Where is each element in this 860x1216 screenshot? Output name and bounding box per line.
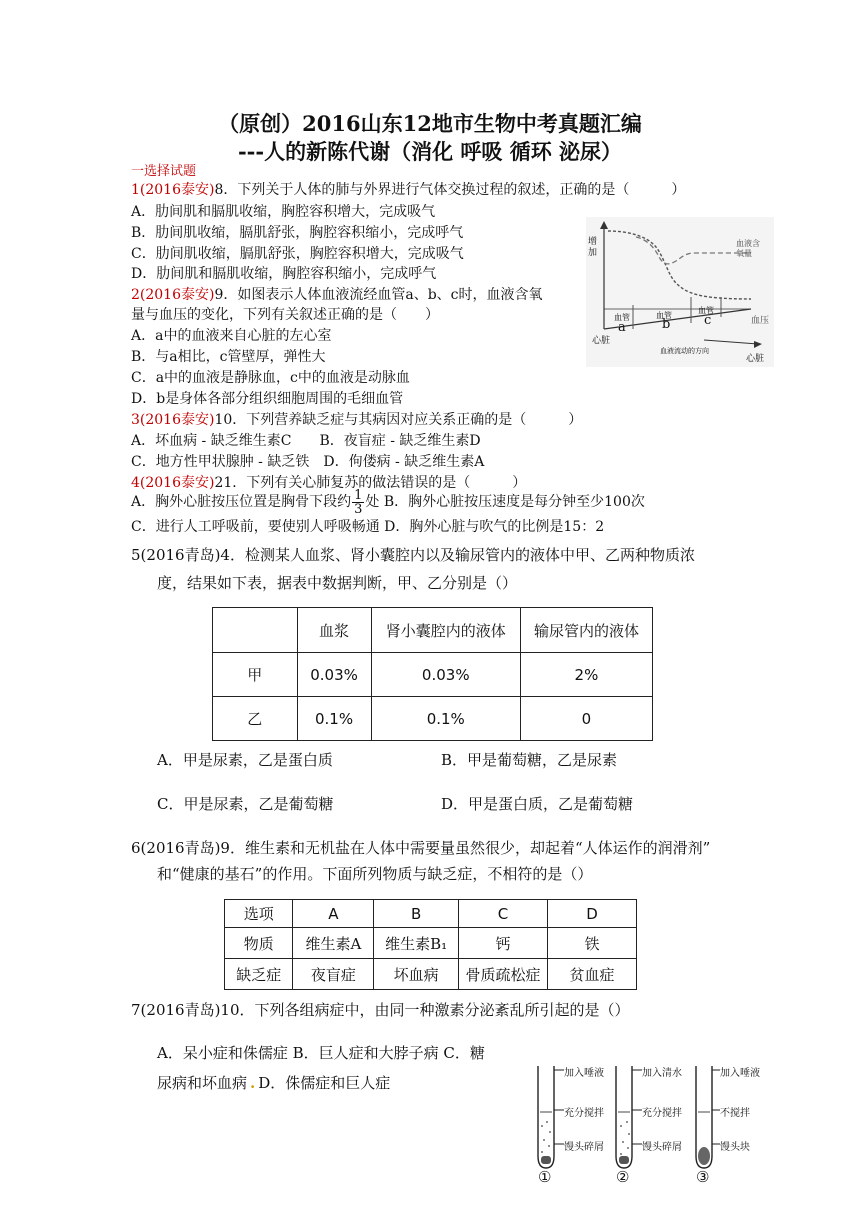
- table-cell: 选项: [225, 900, 293, 928]
- heart-left-label: 心脏: [592, 336, 611, 346]
- table-cell: D: [548, 900, 637, 928]
- table-row: [225, 900, 637, 928]
- question-5-stem-cont: 度，结果如下表，据表中数据判断，甲、乙分别是（）: [157, 574, 518, 592]
- oxygen-curve-label: 血液含氧量: [736, 239, 760, 258]
- table-cell: 0.1%: [371, 697, 520, 741]
- table-cell: 骨质疏松症: [459, 959, 548, 990]
- question-5-table: [212, 607, 653, 741]
- vessel-b-letter: b: [662, 317, 671, 332]
- table-cell: 铁: [548, 928, 637, 959]
- question-3-options-ab: A．坏血病 - 缺乏维生素C B．夜盲症 - 缺乏维生素D: [131, 433, 481, 449]
- question-6-stem-cont: 和“健康的基石”的作用。下面所列物质与缺乏症，不相符的是（）: [157, 865, 593, 883]
- table-cell: 夜盲症: [293, 959, 374, 990]
- table-cell: 物质: [225, 928, 293, 959]
- question-1-option-b: B．肋间肌收缩，膈肌舒张，胸腔容积缩小，完成呼气: [131, 225, 464, 241]
- question-7-stem: 7(2016青岛)10．下列各组病症中，由同一种激素分泌紊乱所引起的是（）: [131, 1001, 630, 1019]
- vessel-b-label: 血管: [656, 311, 672, 320]
- question-1-option-d: D．肋间肌和膈肌收缩，胸腔容积缩小，完成呼气: [131, 266, 437, 282]
- question-7-options-line2: 尿病和坏血病 . D．侏儒症和巨人症: [157, 1074, 391, 1092]
- table-cell: C: [459, 900, 548, 928]
- page-subtitle: ---人的新陈代谢（消化 呼吸 循环 泌尿）: [237, 139, 623, 164]
- question-2-option-d: D．b是身体各部分组织细胞周围的毛细血管: [131, 391, 404, 407]
- table-cell: 钙: [459, 928, 548, 959]
- table-cell: 0: [520, 697, 652, 741]
- table-cell: 0.1%: [297, 697, 371, 741]
- table-cell: 维生素B₁: [374, 928, 459, 959]
- question-1-option-c: C．肋间肌收缩，膈肌舒张，胸腔容积增大，完成吸气: [131, 246, 464, 262]
- table-cell: 甲: [213, 653, 298, 697]
- table-cell: 乙: [213, 697, 298, 741]
- table-header-row: [213, 608, 653, 653]
- question-2-tag: 2(2016泰安): [131, 287, 215, 303]
- question-5-option-a: A．甲是尿素，乙是蛋白质: [157, 751, 333, 769]
- table-cell: 坏血病: [374, 959, 459, 990]
- table-cell: A: [293, 900, 374, 928]
- section-heading: 一选择试题: [131, 164, 197, 179]
- question-3-tag: 3(2016泰安): [131, 412, 215, 428]
- table-row: [225, 928, 637, 959]
- test-tubes-diagram: [528, 1060, 768, 1190]
- question-4-options-ab: A．胸外心脏按压位置是胸骨下段约 $\frac{1}{3}$ 处 B．胸外心脏按压速度是每分钟至少100次: [131, 487, 645, 517]
- table-cell: [213, 608, 298, 653]
- question-1-tag: 1(2016泰安): [131, 182, 215, 198]
- question-1-stem: 1(2016泰安)8．下列关于人体的肺与外界进行气体交换过程的叙述，正确的是（ ）: [131, 182, 686, 198]
- pressure-curve-label: 血压: [751, 316, 770, 326]
- table-cell: 缺乏症: [225, 959, 293, 990]
- y-axis-label: 增加: [588, 237, 598, 258]
- question-7-options-line1: A．呆小症和侏儒症 B．巨人症和大脖子病 C．糖: [157, 1044, 485, 1062]
- tube-3-top-label: 加入唾液: [720, 1068, 760, 1079]
- table-row: [213, 697, 653, 741]
- vessel-c-label: 血管: [698, 306, 714, 315]
- tube-3-mid-label: 不搅拌: [720, 1108, 750, 1119]
- test-tube-figure: [528, 1060, 768, 1190]
- question-2-stem-cont: 量与血压的变化，下列有关叙述正确的是（ ）: [131, 307, 439, 323]
- question-2-option-c: C．a中的血液是静脉血，c中的血液是动脉血: [131, 370, 410, 386]
- table-cell: 2%: [520, 653, 652, 697]
- table-cell: 维生素A: [293, 928, 374, 959]
- table-cell: 肾小囊腔内的液体: [371, 608, 520, 653]
- table-cell: B: [374, 900, 459, 928]
- question-4-options-cd: C．进行人工呼吸前，要使别人呼吸畅通 D．胸外心脏与吹气的比例是15：2: [131, 519, 605, 535]
- table-row: [213, 653, 653, 697]
- question-6-table: [224, 899, 637, 990]
- tube-2-number: ②: [616, 1168, 630, 1186]
- table-row: [225, 959, 637, 990]
- vessel-a-letter: a: [618, 320, 626, 335]
- table-cell: 0.03%: [371, 653, 520, 697]
- question-4-stem: 4(2016泰安)21．下列有关心肺复苏的做法错误的是（ ）: [131, 475, 527, 491]
- fraction-one-third: $\frac{1}{3}$: [354, 487, 363, 517]
- question-2-option-b: B．与a相比，c管壁厚，弹性大: [131, 349, 326, 365]
- question-4-tag: 4(2016泰安): [131, 475, 215, 491]
- table-cell: 血浆: [297, 608, 371, 653]
- question-6-stem: 6(2016青岛)9．维生素和无机盐在人体中需要量虽然很少，却起着“人体运作的润滑剂”: [131, 839, 711, 857]
- tube-3-bottom-label: 馒头块: [720, 1142, 750, 1153]
- tube-2-top-label: 加入清水: [642, 1068, 682, 1079]
- tube-1-bottom-label: 馒头碎屑: [564, 1142, 604, 1153]
- flow-direction-label: 血液流动的方向: [660, 347, 709, 355]
- question-3-options-cd: C．地方性甲状腺肿 - 缺乏铁 D．佝偻病 - 缺乏维生素A: [131, 454, 485, 470]
- tube-3-number: ③: [696, 1168, 710, 1186]
- tube-2-mid-label: 充分搅拌: [642, 1108, 682, 1119]
- question-5-option-c: C．甲是尿素，乙是葡萄糖: [157, 795, 334, 813]
- question-5-stem: 5(2016青岛)4．检测某人血浆、肾小囊腔内以及输尿管内的液体中甲、乙两种物质浓: [131, 546, 695, 564]
- question-2-stem: 2(2016泰安)9．如图表示人体血液流经血管a、b、c时，血液含氧: [131, 287, 543, 303]
- vessel-a-label: 血管: [614, 313, 630, 322]
- tube-1-mid-label: 充分搅拌: [564, 1108, 604, 1119]
- blood-oxygen-pressure-figure: [586, 217, 774, 367]
- table-cell: 贫血症: [548, 959, 637, 990]
- tube-1-top-label: 加入唾液: [564, 1068, 604, 1079]
- table-cell: 0.03%: [297, 653, 371, 697]
- question-2-option-a: A．a中的血液来自心脏的左心室: [131, 328, 332, 344]
- table-cell: 输尿管内的液体: [520, 608, 652, 653]
- tube-1-number: ①: [538, 1168, 552, 1186]
- page-title: （原创）2016山东12地市生物中考真题汇编: [218, 111, 642, 136]
- vessel-c-letter: c: [704, 313, 712, 328]
- question-3-stem: 3(2016泰安)10．下列营养缺乏症与其病因对应关系正确的是（ ）: [131, 412, 583, 428]
- tube-2-bottom-label: 馒头碎屑: [642, 1142, 682, 1153]
- question-5-option-d: D．甲是蛋白质，乙是葡萄糖: [441, 795, 634, 813]
- question-1-option-a: A．肋间肌和膈肌收缩，胸腔容积增大，完成吸气: [131, 204, 436, 220]
- question-5-option-b: B．甲是葡萄糖，乙是尿素: [441, 751, 618, 769]
- heart-right-label: 心脏: [746, 354, 765, 364]
